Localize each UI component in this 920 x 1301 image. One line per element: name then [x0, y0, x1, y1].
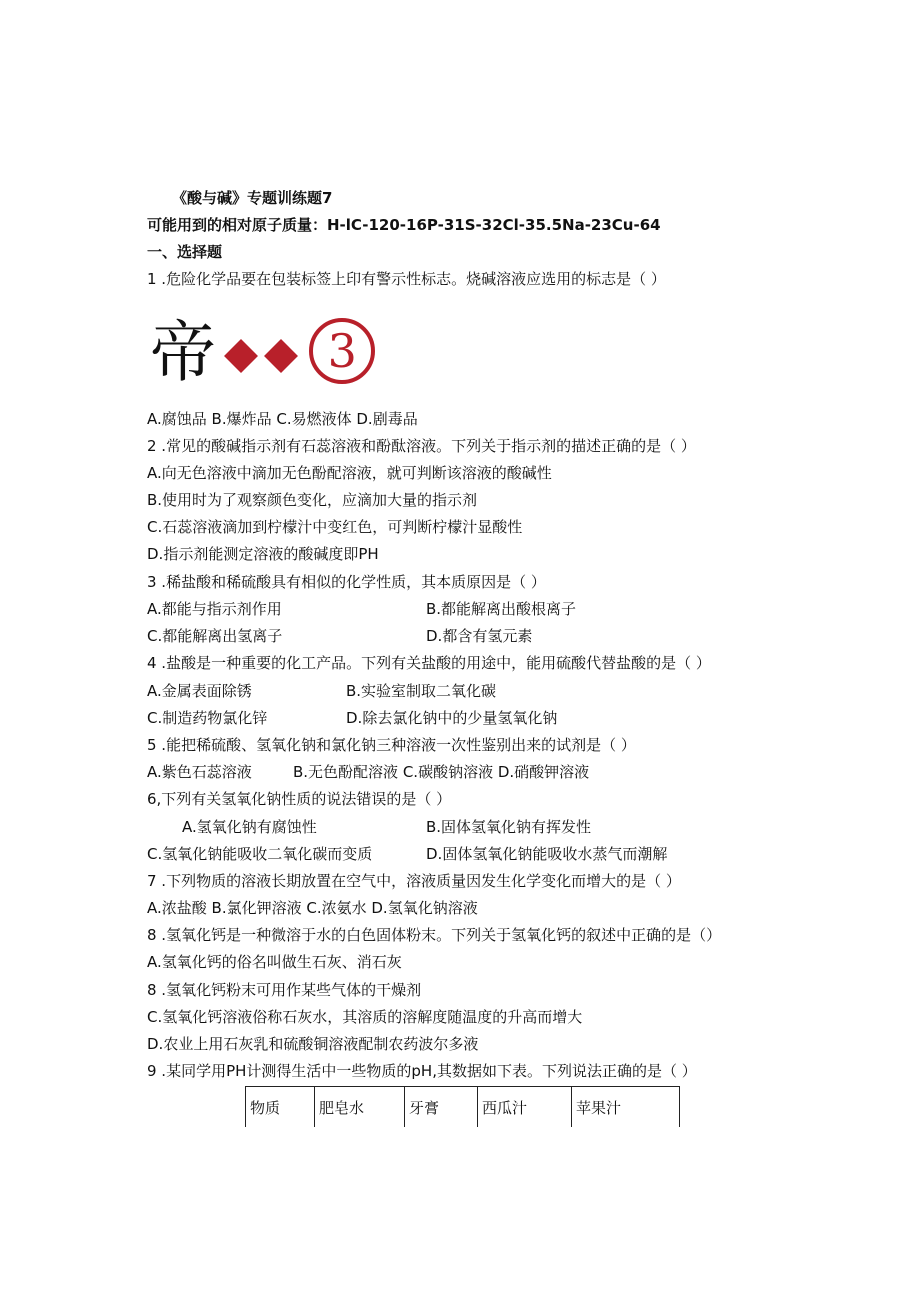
q2-option-b: B.使用时为了观察颜色变化，应滴加大量的指示剂	[147, 491, 478, 509]
q8-option-a: A.氢氧化钙的俗名叫做生石灰、消石灰	[147, 953, 402, 971]
q4-option-c: C.制造药物氯化锌	[147, 709, 268, 727]
q8-stem: 8 .氢氧化钙是一种微溶于水的白色固体粉末。下列关于氢氧化钙的叙述中正确的是（）	[147, 926, 722, 944]
q1-stem: 1 .危险化学品要在包装标签上印有警示性标志。烧碱溶液应选用的标志是（ ）	[147, 270, 666, 288]
table-header-cell: 西瓜汁	[478, 1087, 572, 1128]
hazard-symbols	[150, 314, 375, 391]
q6-option-a: A.氢氧化钠有腐蚀性	[182, 818, 317, 836]
section-heading: 一、选择题	[147, 243, 223, 261]
q4-stem: 4 .盐酸是一种重要的化工产品。下列有关盐酸的用途中，能用硫酸代替盐酸的是（ ）	[147, 654, 711, 672]
diamond-icon	[264, 339, 298, 373]
q8-option-d: D.农业上用石灰乳和硫酸铜溶液配制农药波尔多液	[147, 1035, 479, 1053]
q3-stem: 3 .稀盐酸和稀硫酸具有相似的化学性质，其本质原因是（ ）	[147, 573, 546, 591]
q6-option-c: C.氢氧化钠能吸收二氧化碳而变质	[147, 845, 373, 863]
atomic-masses: 可能用到的相对原子质量：H-lC-120-16P-31S-32Cl-35.5Na-23Cu-64	[147, 216, 661, 234]
q6-option-d: D.固体氢氧化钠能吸收水蒸气而潮解	[426, 845, 668, 863]
q8-option-c: C.氢氧化钙溶液俗称石灰水，其溶质的溶解度随温度的升高而增大	[147, 1008, 583, 1026]
table-header-cell: 牙膏	[405, 1087, 478, 1128]
q6-stem: 6,下列有关氢氧化钠性质的说法错误的是（ ）	[147, 790, 452, 808]
q3-option-c: C.都能解离出氢离子	[147, 627, 283, 645]
ph-table	[245, 1086, 680, 1127]
q5-option-a: A.紫色石蕊溶液	[147, 763, 252, 781]
table-header-cell: 肥皂水	[315, 1087, 405, 1128]
table-header-cell: 苹果汁	[572, 1087, 680, 1128]
q2-option-c: C.石蕊溶液滴加到柠檬汁中变红色，可判断柠檬汁显酸性	[147, 518, 523, 536]
q2-stem: 2 .常见的酸碱指示剂有石蕊溶液和酚酞溶液。下列关于指示剂的描述正确的是（ ）	[147, 437, 696, 455]
q2-option-a: A.向无色溶液中滴加无色酚配溶液，就可判断该溶液的酸碱性	[147, 464, 552, 482]
q5-stem: 5 .能把稀硫酸、氢氧化钠和氯化钠三种溶液一次性鉴别出来的试剂是（ ）	[147, 736, 636, 754]
q7-stem: 7 .下列物质的溶液长期放置在空气中，溶液质量因发生化学变化而增大的是（ ）	[147, 872, 681, 890]
corrosive-symbol-icon: 帝	[150, 314, 216, 391]
q4-option-d: D.除去氯化钠中的少量氢氧化钠	[346, 709, 558, 727]
q4-option-a: A.金属表面除锈	[147, 682, 252, 700]
table-header-cell: 物质	[246, 1087, 315, 1128]
q2-option-d: D.指示剂能测定溶液的酸碱度即PH	[147, 545, 379, 563]
q3-option-b: B.都能解离出酸根离子	[426, 600, 577, 618]
q1-options: A.腐蚀品 B.爆炸品 C.易燃液体 D.剧毒品	[147, 410, 418, 428]
q3-option-d: D.都含有氢元素	[426, 627, 533, 645]
diamond-icon	[224, 339, 258, 373]
circled-number-icon: 3	[309, 318, 375, 384]
q7-options: A.浓盐酸 B.氯化钾溶液 C.浓氨水 D.氢氧化钠溶液	[147, 899, 478, 917]
table-row	[246, 1087, 680, 1128]
q3-option-a: A.都能与指示剂作用	[147, 600, 282, 618]
q4-option-b: B.实验室制取二氧化碳	[346, 682, 497, 700]
q5-options-rest: B.无色酚配溶液 C.碳酸钠溶液 D.硝酸钾溶液	[293, 763, 590, 781]
q9-stem: 9 .某同学用PH计测得生活中一些物质的pH,其数据如下表。下列说法正确的是（ ）	[147, 1062, 697, 1080]
q8-option-b: 8 .氢氧化钙粉末可用作某些气体的干燥剂	[147, 981, 422, 999]
q6-option-b: B.固体氢氧化钠有挥发性	[426, 818, 592, 836]
page-title: 《酸与碱》专题训练题7	[172, 189, 333, 207]
